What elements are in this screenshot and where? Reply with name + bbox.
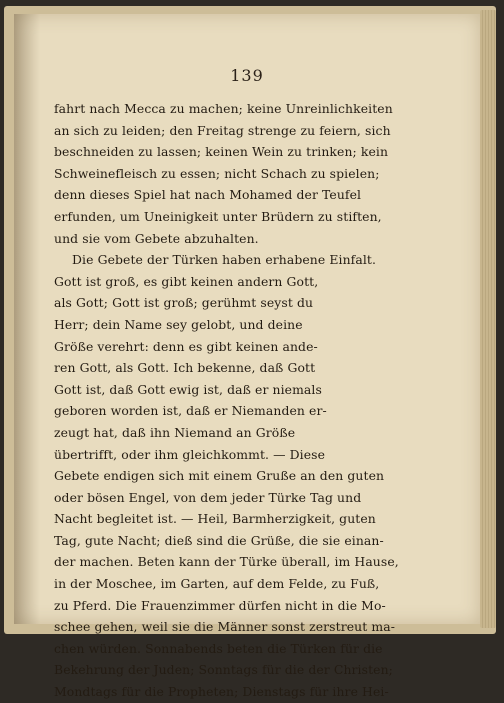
text-line: denn dieses Spiel hat nach Mohamed der Teufel bbox=[54, 187, 362, 203]
text-line: Gott ist groß, es gibt keinen andern Gott, bbox=[54, 273, 319, 289]
body-text bbox=[54, 98, 450, 703]
text-line: Mondtags für die Propheten; Dienstags für ihre Hei- bbox=[54, 684, 389, 700]
text-line: Nacht begleitet ist. — Heil, Barmherzigkeit, guten bbox=[54, 511, 376, 527]
text-line: Herr; dein Name sey gelobt, und deine bbox=[54, 316, 303, 332]
text-line: und sie vom Gebete abzuhalten. bbox=[54, 230, 259, 246]
text-line: als Gott; Gott ist groß; gerühmt seyst du bbox=[54, 295, 314, 311]
text-line: zeugt hat, daß ihn Niemand an Größe bbox=[54, 424, 296, 440]
text-line: Bekehrung der Juden; Sonntags für die der Christen; bbox=[54, 662, 393, 678]
text-line: Gott ist, daß Gott ewig ist, daß er niemals bbox=[54, 381, 322, 397]
text-line: an sich zu leiden; den Freitag strenge zu feiern, sich bbox=[54, 122, 391, 138]
text-line: geboren worden ist, daß er Niemanden er- bbox=[54, 403, 327, 419]
text-line: zu Pferd. Die Frauenzimmer dürfen nicht in die Mo- bbox=[54, 597, 386, 613]
text-line: Die Gebete der Türken haben erhabene Einfalt. bbox=[72, 252, 376, 268]
text-line: Tag, gute Nacht; dieß sind die Grüße, die sie einan- bbox=[54, 532, 384, 548]
text-line: in der Moschee, im Garten, auf dem Felde, zu Fuß, bbox=[54, 576, 380, 592]
text-line: schee gehen, weil sie die Männer sonst zerstreut ma- bbox=[54, 619, 395, 635]
text-line: beschneiden zu lassen; keinen Wein zu trinken; kein bbox=[54, 144, 389, 160]
book-page bbox=[14, 14, 480, 700]
text-line: fahrt nach Mecca zu machen; keine Unreinlichkeiten bbox=[54, 101, 393, 116]
text-line: ren Gott, als Gott. Ich bekenne, daß Gott bbox=[54, 360, 316, 376]
text-line: chen würden. Sonnabends beten die Türken für die bbox=[54, 640, 383, 656]
spine-shadow bbox=[14, 14, 40, 624]
text-line: Größe verehrt: denn es gibt keinen ande- bbox=[54, 338, 318, 354]
text-line: erfunden, um Uneinigkeit unter Brüdern zu stiften, bbox=[54, 208, 382, 224]
page-number: 139 bbox=[230, 66, 264, 85]
text-line: Gebete endigen sich mit einem Gruße an den guten bbox=[54, 468, 385, 484]
text-line: übertrifft, oder ihm gleichkommt. — Diese bbox=[54, 446, 326, 462]
text-line: oder bösen Engel, von dem jeder Türke Tag und bbox=[54, 489, 362, 505]
book-leaves-edge bbox=[480, 10, 496, 628]
text-line: Schweinefleisch zu essen; nicht Schach zu spielen; bbox=[54, 165, 380, 181]
text-line: der machen. Beten kann der Türke überall, im Hause, bbox=[54, 554, 399, 570]
